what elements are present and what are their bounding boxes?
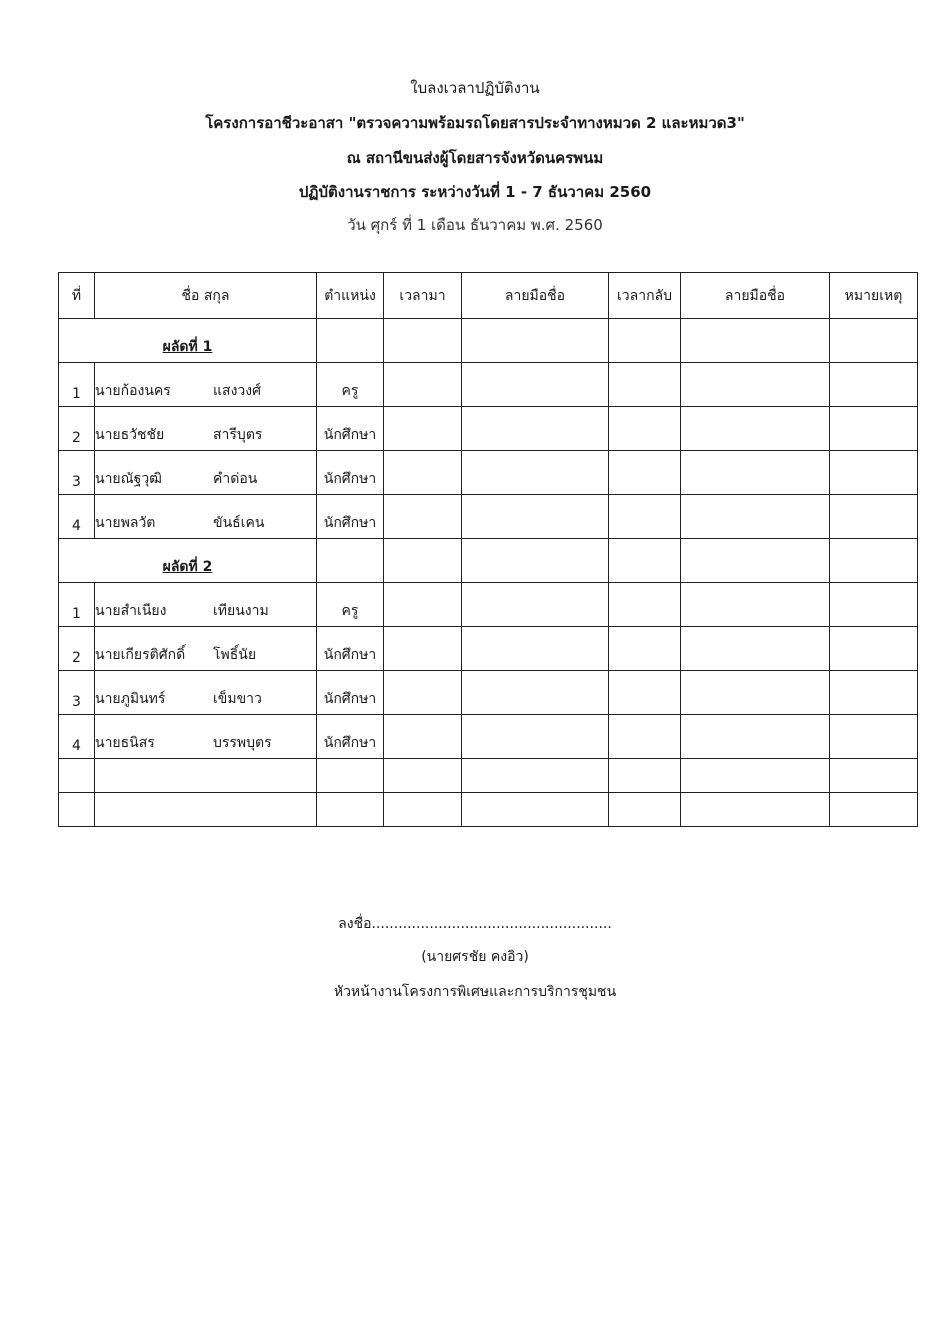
col-signature-out: ลายมือชื่อ [681,273,830,319]
group-row [59,539,918,583]
table-row [59,671,918,715]
signer-name: (นายศรชัย คงอิว) [421,949,529,965]
table-row [59,407,918,451]
remarks-cell[interactable] [830,583,918,627]
time-in-cell[interactable] [384,715,462,759]
row-number: 2 [59,627,95,671]
header-row [59,273,918,319]
time-in-cell[interactable] [384,583,462,627]
table-row [59,363,918,407]
group-label: ผลัดที่ 1 [59,319,317,363]
row-number: 2 [59,407,95,451]
signature-in-cell[interactable] [462,407,609,451]
time-in-cell[interactable] [384,407,462,451]
table-row [59,715,918,759]
attendance-table [58,272,918,827]
signature-out-cell[interactable] [681,451,830,495]
signature-out-cell[interactable] [681,363,830,407]
row-number: 1 [59,583,95,627]
signature-out-cell[interactable] [681,407,830,451]
col-time-out: เวลากลับ [609,273,681,319]
signature-out-cell[interactable] [681,627,830,671]
time-out-cell[interactable] [609,715,681,759]
signature-out-cell[interactable] [681,715,830,759]
date-line: วัน ศุกร์ ที่ 1 เดือน ธันวาคม พ.ศ. 2560 [347,216,603,234]
person-name: นายก้องนคร แสงวงศ์ [95,363,317,407]
remarks-cell[interactable] [830,715,918,759]
remarks-cell[interactable] [830,495,918,539]
person-name: นายณัฐวุฒิ คำด่อน [95,451,317,495]
signature-out-cell[interactable] [681,671,830,715]
time-in-cell[interactable] [384,495,462,539]
person-position: นักศึกษา [317,407,384,451]
remarks-cell[interactable] [830,451,918,495]
remarks-cell[interactable] [830,363,918,407]
col-position: ตำแหน่ง [317,273,384,319]
time-out-cell[interactable] [609,583,681,627]
signature-in-cell[interactable] [462,627,609,671]
person-position: ครู [317,583,384,627]
remarks-cell[interactable] [830,671,918,715]
time-in-cell[interactable] [384,451,462,495]
col-name: ชื่อ สกุล [95,273,317,319]
time-out-cell[interactable] [609,495,681,539]
signature-in-cell[interactable] [462,715,609,759]
period: ปฏิบัติงานราชการ ระหว่างวันที่ 1 - 7 ธันวาคม 2560 [298,183,652,201]
time-out-cell[interactable] [609,363,681,407]
signature-in-cell[interactable] [462,363,609,407]
group-label: ผลัดที่ 2 [59,539,317,583]
empty-row [59,759,918,793]
signature-line: ลงชื่อ...................................................... [338,916,612,932]
col-remarks: หมายเหตุ [830,273,918,319]
time-in-cell[interactable] [384,671,462,715]
signature-in-cell[interactable] [462,495,609,539]
table-row [59,495,918,539]
time-in-cell[interactable] [384,627,462,671]
project-name: โครงการอาชีวะอาสา "ตรวจความพร้อมรถโดยสารประจำทางหมวด 2 และหมวด3" [205,114,745,132]
table-row [59,583,918,627]
signature-in-cell[interactable] [462,671,609,715]
person-position: นักศึกษา [317,715,384,759]
empty-row [59,793,918,827]
row-number: 3 [59,451,95,495]
time-out-cell[interactable] [609,407,681,451]
person-name: นายธนิสร บรรพบุตร [95,715,317,759]
person-position: นักศึกษา [317,627,384,671]
row-number: 4 [59,715,95,759]
remarks-cell[interactable] [830,407,918,451]
remarks-cell[interactable] [830,627,918,671]
signature-in-cell[interactable] [462,451,609,495]
signer-title: หัวหน้างานโครงการพิเศษและการบริการชุมชน [333,984,617,1000]
row-number: 4 [59,495,95,539]
group-row [59,319,918,363]
row-number: 3 [59,671,95,715]
row-number: 1 [59,363,95,407]
person-name: นายสำเนียง เทียนงาม [95,583,317,627]
col-no: ที่ [59,273,95,319]
person-name: นายพลวัต ขันธ์เคน [95,495,317,539]
col-time-in: เวลามา [384,273,462,319]
signature-out-cell[interactable] [681,583,830,627]
person-name: นายภูมินทร์ เข็มขาว [95,671,317,715]
person-name: นายเกียรติศักดิ์ โพธิ์นัย [95,627,317,671]
time-out-cell[interactable] [609,671,681,715]
person-position: ครู [317,363,384,407]
col-signature-in: ลายมือชื่อ [462,273,609,319]
signature-in-cell[interactable] [462,583,609,627]
person-name: นายธวัชชัย สารีบุตร [95,407,317,451]
person-position: นักศึกษา [317,495,384,539]
time-out-cell[interactable] [609,451,681,495]
time-in-cell[interactable] [384,363,462,407]
signature-out-cell[interactable] [681,495,830,539]
person-position: นักศึกษา [317,671,384,715]
location: ณ สถานีขนส่งผู้โดยสารจังหวัดนครพนม [346,149,604,167]
document-title: ใบลงเวลาปฏิบัติงาน [410,79,540,97]
person-position: นักศึกษา [317,451,384,495]
table-row [59,451,918,495]
time-out-cell[interactable] [609,627,681,671]
table-row [59,627,918,671]
